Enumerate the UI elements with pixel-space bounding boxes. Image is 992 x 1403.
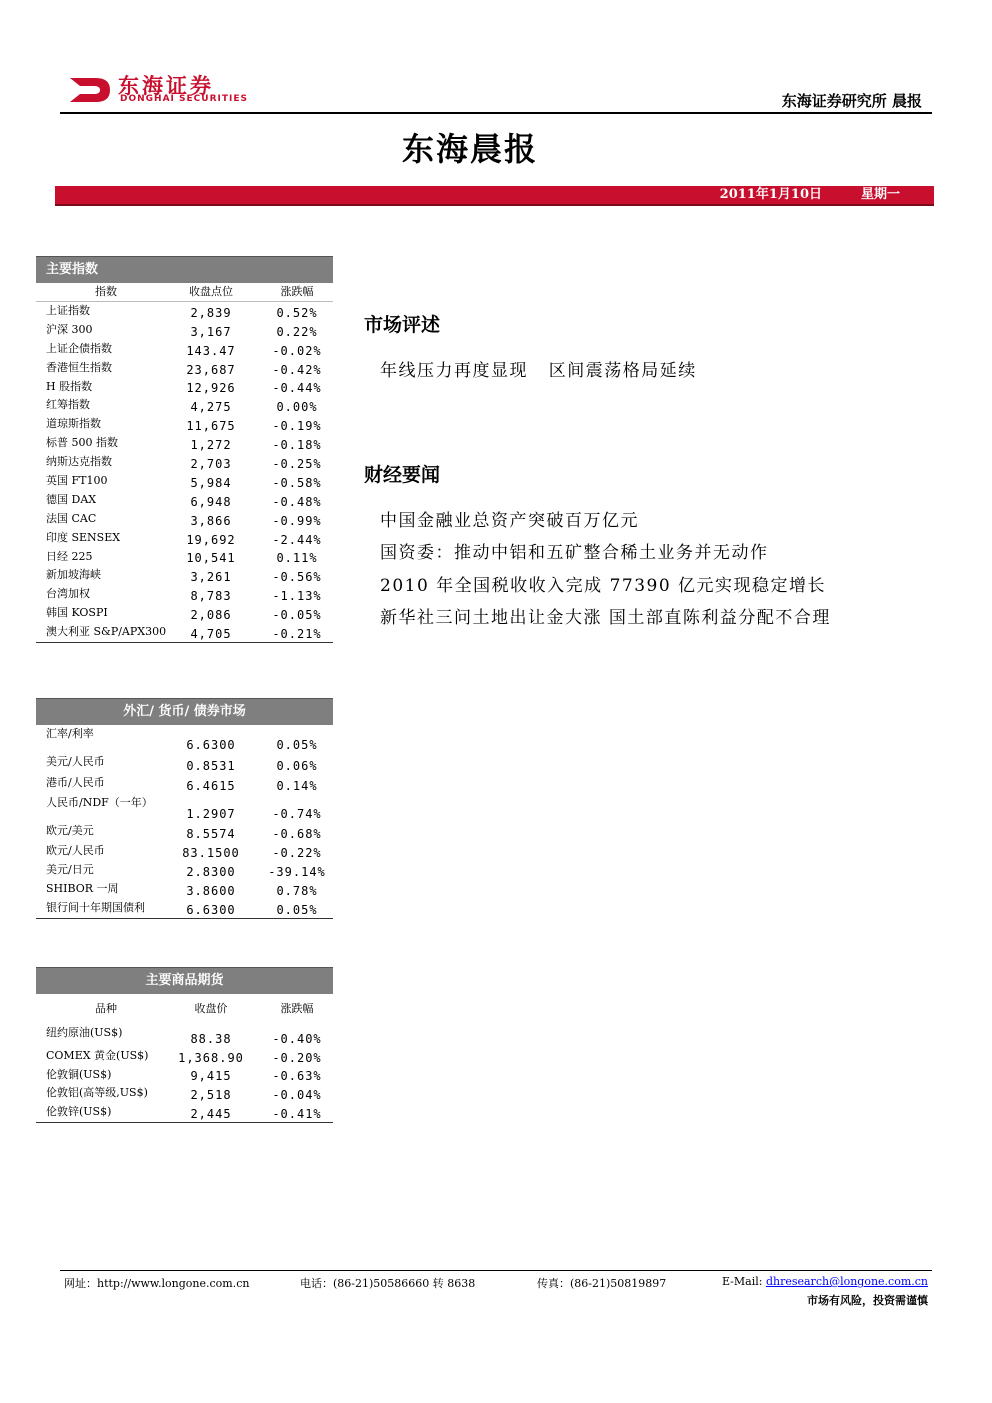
row-value: 1,272 [190,438,232,453]
row-name: 港币/人民币 [46,776,105,789]
row-value: 23,687 [186,362,236,377]
header-divider [60,112,932,114]
phone-number: (86-21)50586660 转 8638 [333,1277,476,1290]
table-row [36,491,333,510]
row-change: 0.22% [276,324,318,339]
commodities-rows [36,1024,333,1123]
row-value: 2,839 [190,305,232,320]
row-change: -0.48% [272,494,322,509]
table-row [36,774,333,794]
row-change: -0.22% [272,846,322,860]
row-name: COMEX 黄金(US$) [46,1049,149,1062]
commodities-column-headers [36,994,333,1024]
table-row [36,548,333,567]
indices-column-headers [36,283,333,302]
row-change: -0.41% [272,1107,322,1121]
row-change: -0.63% [272,1069,322,1083]
table-row [36,510,333,529]
row-change: -0.56% [272,570,322,585]
table-row [36,1103,333,1122]
table-row [36,822,333,842]
row-value: 143.47 [186,343,236,358]
logo-text-en: DONGHAI SECURITIES [120,94,248,104]
row-name: 欧元/人民币 [46,844,105,857]
row-name: 澳大利亚 S&P/APX300 [46,625,167,639]
row-name: 日经 225 [46,549,93,563]
table-row [36,396,333,415]
table-row [36,359,333,378]
market-review-text: 年线压力再度显现 区间震荡格局延续 [380,361,697,381]
row-change: -0.25% [272,457,322,472]
row-value: 19,692 [186,532,236,547]
row-value: 6.4615 [186,779,236,793]
table-row [36,899,333,918]
row-name: 纳斯达克指数 [46,455,112,469]
row-value: 2,703 [190,457,232,472]
row-change: 0.05% [276,903,318,917]
row-change: -0.18% [272,438,322,453]
table-row [36,1047,333,1066]
row-value: 9,415 [190,1069,232,1083]
fax-number: (86-21)50819897 [570,1277,667,1290]
row-name: H 股指数 [46,379,93,393]
table-row [36,566,333,585]
table-row [36,861,333,880]
row-change: -0.74% [272,807,322,821]
table-row [36,434,333,453]
row-change: -0.04% [272,1088,322,1102]
row-value: 1.2907 [186,807,236,821]
table-row [36,794,333,822]
row-name: 法国 CAC [46,511,97,525]
row-change: 0.05% [276,738,318,752]
footer-divider [60,1270,932,1271]
risk-warning: 市场有风险，投资需谨慎 [807,1294,928,1307]
table-row [36,340,333,359]
footer-email [722,1275,928,1288]
footer-website [64,1275,249,1291]
row-change: 0.06% [276,759,318,773]
row-name: 伦敦铝(高等级,US$) [46,1086,148,1099]
row-change: -0.21% [272,627,322,642]
row-name: 上证指数 [46,304,90,317]
table-row [36,302,333,321]
row-change: -0.58% [272,475,322,490]
row-value: 2.8300 [186,865,236,879]
news-item[interactable]: 中国金融业总资产突破百万亿元 [380,511,639,531]
row-value: 4,275 [190,400,232,415]
row-value: 2,445 [190,1107,232,1121]
row-name: SHIBOR 一周 [46,882,119,895]
market-review-heading: 市场评述 [364,314,441,336]
row-change: -0.05% [272,608,322,623]
row-value: 0.8531 [186,759,236,773]
row-value: 12,926 [186,381,236,396]
row-value: 6,948 [190,494,232,509]
row-value: 88.38 [190,1032,232,1046]
row-change: 0.78% [276,884,318,898]
row-name: 沪深 300 [46,322,93,336]
table-row [36,1066,333,1084]
footer-fax [537,1275,666,1291]
row-change: -0.20% [272,1051,322,1065]
row-value: 83.1500 [182,846,240,860]
column-header-change: 涨跌幅 [280,1002,314,1015]
table-bottom-border [36,642,333,643]
row-name: 英国 FT100 [46,474,108,488]
row-name: 伦敦锌(US$) [46,1105,112,1118]
commodities-table [36,967,333,1123]
row-name: 纽约原油(US$) [46,1026,123,1039]
table-row [36,529,333,548]
row-name: 汇率/利率 [46,727,94,740]
column-header-close: 收盘价 [194,1002,228,1015]
table-row [36,1024,333,1047]
indices-table-title: 主要指数 [36,256,333,283]
department-label: 东海证券研究所 晨报 [781,92,922,110]
row-name: 银行间十年期国债利 [46,901,145,914]
row-change: 0.52% [276,305,318,320]
row-name: 美元/日元 [46,863,94,876]
table-row [36,623,333,642]
website-label: 网址： [64,1277,97,1290]
row-name: 台湾加权 [46,587,90,601]
fx-table [36,698,333,919]
logo-text-cn: 东海证券 [118,73,214,98]
row-value: 6.6300 [186,738,236,752]
fax-label: 传真： [537,1277,570,1290]
email-label: E-Mail: [721,1275,766,1288]
row-value: 2,086 [190,608,232,623]
row-change: -39.14% [268,865,326,879]
row-name: 美元/人民币 [46,755,105,768]
table-bottom-border [36,918,333,919]
website-link[interactable]: http://www.longone.com.cn [97,1277,250,1290]
row-change: -0.99% [272,513,322,528]
indices-rows [36,302,333,643]
row-name: 红筹指数 [46,398,90,412]
row-change: 0.14% [276,779,318,793]
table-row [36,842,333,861]
row-change: 0.11% [276,551,318,566]
commodities-table-title: 主要商品期货 [36,967,333,994]
table-row [36,378,333,397]
table-row [36,753,333,774]
row-value: 8.5574 [186,827,236,841]
row-change: -1.13% [272,589,322,604]
fx-table-title: 外汇/ 货币/ 债券市场 [36,698,333,725]
email-link[interactable]: dhresearch@longone.com.cn [765,1275,928,1288]
table-row [36,321,333,340]
news-heading: 财经要闻 [364,464,441,486]
row-change: 0.00% [276,400,318,415]
news-item[interactable]: 国资委：推动中铝和五矿整合稀土业务并无动作 [380,543,769,563]
row-value: 10,541 [186,551,236,566]
table-row [36,472,333,491]
table-row [36,1084,333,1103]
row-name: 道琼斯指数 [46,417,101,431]
column-header-close: 收盘点位 [189,285,233,298]
row-value: 6.6300 [186,903,236,917]
row-value: 1,368.90 [178,1051,244,1065]
row-value: 2,518 [190,1088,232,1102]
row-value: 3.8600 [186,884,236,898]
row-value: 8,783 [190,589,232,604]
page-title: 东海晨报 [401,130,538,168]
row-change: -0.42% [272,362,322,377]
report-weekday: 星期一 [860,187,900,202]
row-name: 标普 500 指数 [46,436,118,450]
row-change: -0.68% [272,827,322,841]
table-row [36,880,333,899]
table-bottom-border [36,1122,333,1123]
fx-rows [36,725,333,919]
column-header-change: 涨跌幅 [280,285,314,298]
report-date: 2011年1月10日 [719,187,822,202]
table-row [36,604,333,623]
row-name: 香港恒生指数 [46,360,112,374]
table-row [36,725,333,753]
row-name: 德国 DAX [46,492,97,506]
row-value: 3,167 [190,324,232,339]
column-header-index: 指数 [95,285,117,298]
row-value: 3,261 [190,570,232,585]
date-bar-shadow [55,204,934,206]
row-value: 5,984 [190,475,232,490]
footer-phone [300,1275,475,1291]
column-header-product: 品种 [95,1002,117,1015]
row-name: 伦敦铜(US$) [46,1068,112,1081]
row-name: 人民币/NDF（一年） [46,796,153,809]
row-change: -0.02% [272,343,322,358]
news-item[interactable]: 新华社三问土地出让金大涨 国土部直陈利益分配不合理 [380,608,831,628]
table-row [36,415,333,434]
indices-table [36,256,333,643]
table-row [36,453,333,472]
row-name: 韩国 KOSPI [46,606,108,620]
row-value: 4,705 [190,627,232,642]
row-name: 欧元/美元 [46,824,94,837]
row-change: -2.44% [272,532,322,547]
news-item[interactable]: 2010 年全国税收收入完成 77390 亿元实现稳定增长 [380,576,827,596]
row-value: 11,675 [186,419,236,434]
row-change: -0.40% [272,1032,322,1046]
row-name: 新加坡海峡 [46,568,101,582]
phone-label: 电话： [300,1277,333,1290]
row-name: 印度 SENSEX [46,530,121,544]
row-change: -0.44% [272,381,322,396]
row-change: -0.19% [272,419,322,434]
row-value: 3,866 [190,513,232,528]
row-name: 上证企债指数 [46,341,112,355]
table-row [36,585,333,604]
